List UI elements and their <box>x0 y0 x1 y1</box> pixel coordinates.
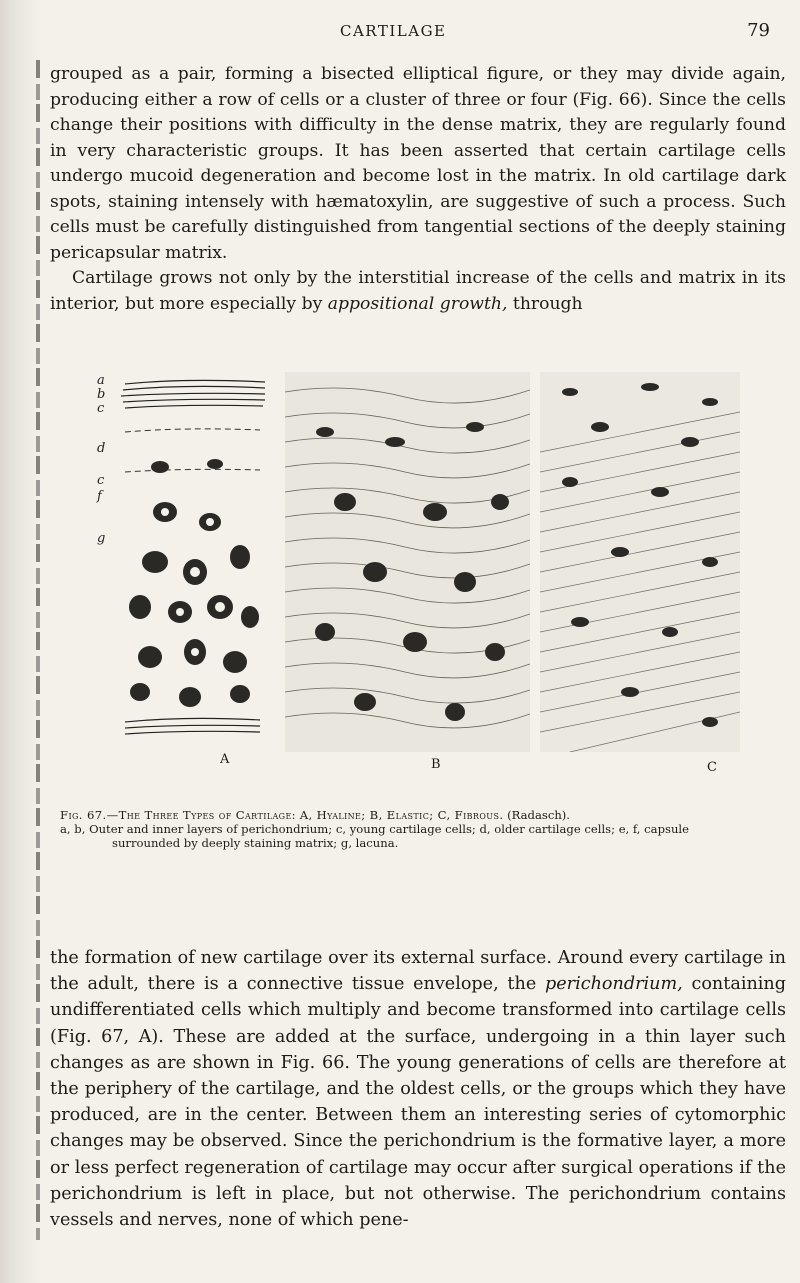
running-head <box>0 22 800 46</box>
perichondrium-term: perichondrium, <box>545 974 683 995</box>
elastic-cartilage-illustration <box>285 372 530 752</box>
caption-fig-number: Fig. 67. <box>60 808 107 822</box>
paragraph-1: grouped as a pair, forming a bisected elliptical figure, or they may divide again, producing either a row of cells or a cluster of three or four (Fig. 66). Since the cells change their positions with difficulty in the dense matrix, they are regularly found in very characteristic groups. It has been asserted that certain cartilage cells undergo mucoid degeneration and become lost in the matrix. In old cartilage dark spots, staining intensely with hæmatoxylin, are suggestive of such a process. Such cells must be carefully distinguished from tangential sections of the deeply staining pericapsular matrix. <box>50 64 786 263</box>
caption-line-1 <box>60 808 790 822</box>
body-text-top <box>50 62 786 317</box>
hyaline-cartilage-illustration <box>95 372 270 752</box>
paragraph-2-text-b: through <box>507 293 583 314</box>
figure-label-a: A <box>220 752 230 767</box>
body-text-bottom <box>50 945 786 1233</box>
svg-text:d: d <box>97 441 106 456</box>
figure-67 <box>95 372 740 775</box>
caption-line-3: surrounded by deeply staining matrix; g, lacuna. <box>112 836 399 850</box>
caption-types: A, Hyaline; B, Elastic; C, Fibrous. <box>299 808 504 822</box>
svg-text:g: g <box>97 531 106 546</box>
figure-label-b: B <box>431 757 441 772</box>
paragraph-2-text-a: Cartilage grows not only by the interstitial increase of the cells and matrix in its interior, but more especially by <box>50 268 786 314</box>
svg-text:b: b <box>97 387 106 402</box>
caption-line-2: a, b, Outer and inner layers of perichondrium; c, young cartilage cells; d, older cartilage cells; e, f, capsule <box>60 822 689 836</box>
fibrous-cartilage-illustration <box>540 372 740 752</box>
running-title: CARTILAGE <box>340 22 447 40</box>
appositional-growth-term: appositional growth, <box>327 293 508 314</box>
svg-text:c: c <box>97 473 105 488</box>
page-binding-edge <box>36 60 40 1240</box>
figure-caption <box>60 808 790 850</box>
paragraph-2 <box>50 266 786 317</box>
figure-label-c: C <box>707 760 717 775</box>
caption-title: —The Three Types of Cartilage: <box>106 808 296 822</box>
paragraph-3-text-a: the formation of new cartilage over its external surface. Around every cartilage in the adult, there is a connective tissue envelope, the <box>50 948 786 995</box>
paragraph-3 <box>50 945 786 1233</box>
page-number: 79 <box>747 20 770 41</box>
svg-text:a: a <box>97 373 105 388</box>
svg-text:f: f <box>97 489 102 504</box>
svg-text:c: c <box>97 401 105 416</box>
caption-source: (Radasch). <box>507 808 570 822</box>
paragraph-3-text-b: containing undifferentiated cells which multiply and become transformed into cartilage cells (Fig. 67, A). These are added at the surface, undergoing in a thin layer such changes as are shown in Fig. 66. The young generations of cells are therefore at the periphery of the cartilage, and the oldest cells, or the groups which they have produced, are in the center. Between them an interesting series of cytomorphic changes may be observed. Since the perichondrium is the formative layer, a more or less perfect regeneration of cartilage may occur after surgical operations if the perichondrium is left in place, but not otherwise. The perichondrium contains vessels and nerves, none of which pene- <box>50 974 786 1231</box>
